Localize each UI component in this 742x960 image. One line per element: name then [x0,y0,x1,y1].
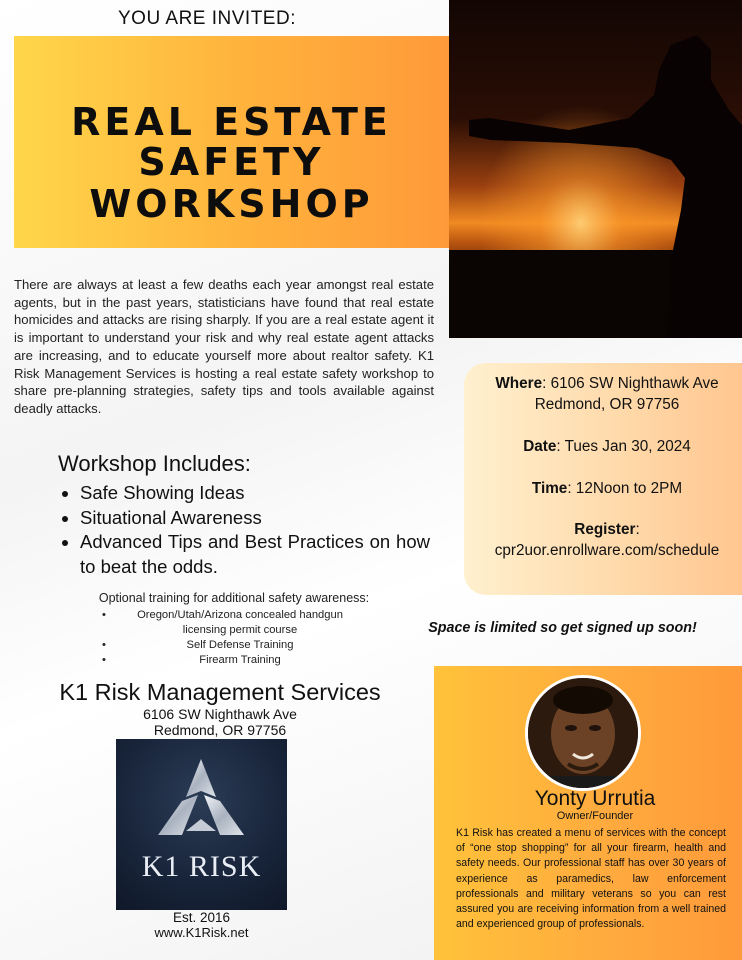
title-line-3: WORKSHOP [89,182,374,226]
sunset-silhouette-image [449,0,742,338]
title-line-2: SAFETY [138,140,325,184]
register-label: Register [574,521,636,538]
presenter-box [434,666,742,960]
logo-wordmark: K1 RISK [141,850,262,883]
presenter-name: Yonty Urrutia [534,787,656,810]
company-address-line-2: Redmond, OR 97756 [153,722,287,738]
date-label: Date [523,438,557,455]
presenter-role: Owner/Founder [556,810,634,822]
presenter-portrait-image [528,678,638,788]
where-value: : 6106 SW Nighthawk Ave [542,375,719,392]
presenter-bio: K1 Risk has created a menu of services with the concept of “one stop shopping” for all your firearm, health and safety needs. Our professional staff has over 30 years of experience as paramedics, law enforcement professionals and military veterans so you can rest assured you are receiving information from a well trained and experienced group of professionals. [456,827,726,931]
established-year: Est. 2016 [172,910,231,925]
company-website-link[interactable]: www.K1Risk.net [154,925,249,940]
list-item: • Safe Showing Ideas [80,481,430,506]
optional-training-heading: Optional training for additional safety awareness: [98,591,370,605]
title-banner [14,36,449,248]
invitation-header: YOU ARE INVITED: [118,8,296,29]
time-value: : 12Noon to 2PM [567,480,683,497]
workshop-includes-heading: Workshop Includes: [58,451,251,476]
register-url-link[interactable]: cpr2uor.enrollware.com/schedule [494,542,720,559]
date-value: : Tues Jan 30, 2024 [556,438,691,455]
avatar [525,675,641,791]
where-line [464,375,742,393]
company-logo [116,739,287,910]
where-line-2: Redmond, OR 97756 [534,396,680,413]
register-line [464,521,742,539]
list-item: • Advanced Tips and Best Practices on how to beat the odds. [80,530,430,579]
where-label: Where [495,375,543,392]
space-limited-notice: Space is limited so get signed up soon! [428,620,697,636]
company-address-line-1: 6106 SW Nighthawk Ave [143,706,297,722]
register-colon: : [635,521,640,538]
time-line [464,480,742,498]
list-item: • Self Defense Training [108,638,358,653]
event-details-box [464,363,742,595]
intro-paragraph: There are always at least a few deaths each year amongst real estate agents, but in the past years, statisticians have found that real estate homicides and attacks are rising sharply. If you are a real estate agent it is important to understand your risk and why real estate agent attacks are increasing, and to educate yourself more about realtor safety. K1 Risk Management Services is hosting a real estate safety workshop to share pre-planning strategies, safety tips and tools available against deadly attacks. [14,277,434,416]
workshop-includes-list [58,481,430,579]
list-item: • Firearm Training [108,653,358,668]
silhouette-photo [449,0,742,338]
triangle-logo-icon [116,739,287,849]
title-line-1: REAL ESTATE [71,100,392,144]
date-line [464,438,742,456]
company-name: K1 Risk Management Services [59,679,381,705]
time-label: Time [531,480,568,497]
optional-training-list [108,608,358,668]
list-item: • Oregon/Utah/Arizona concealed handgun licensing permit course [108,608,358,638]
list-item: • Situational Awareness [80,506,430,531]
